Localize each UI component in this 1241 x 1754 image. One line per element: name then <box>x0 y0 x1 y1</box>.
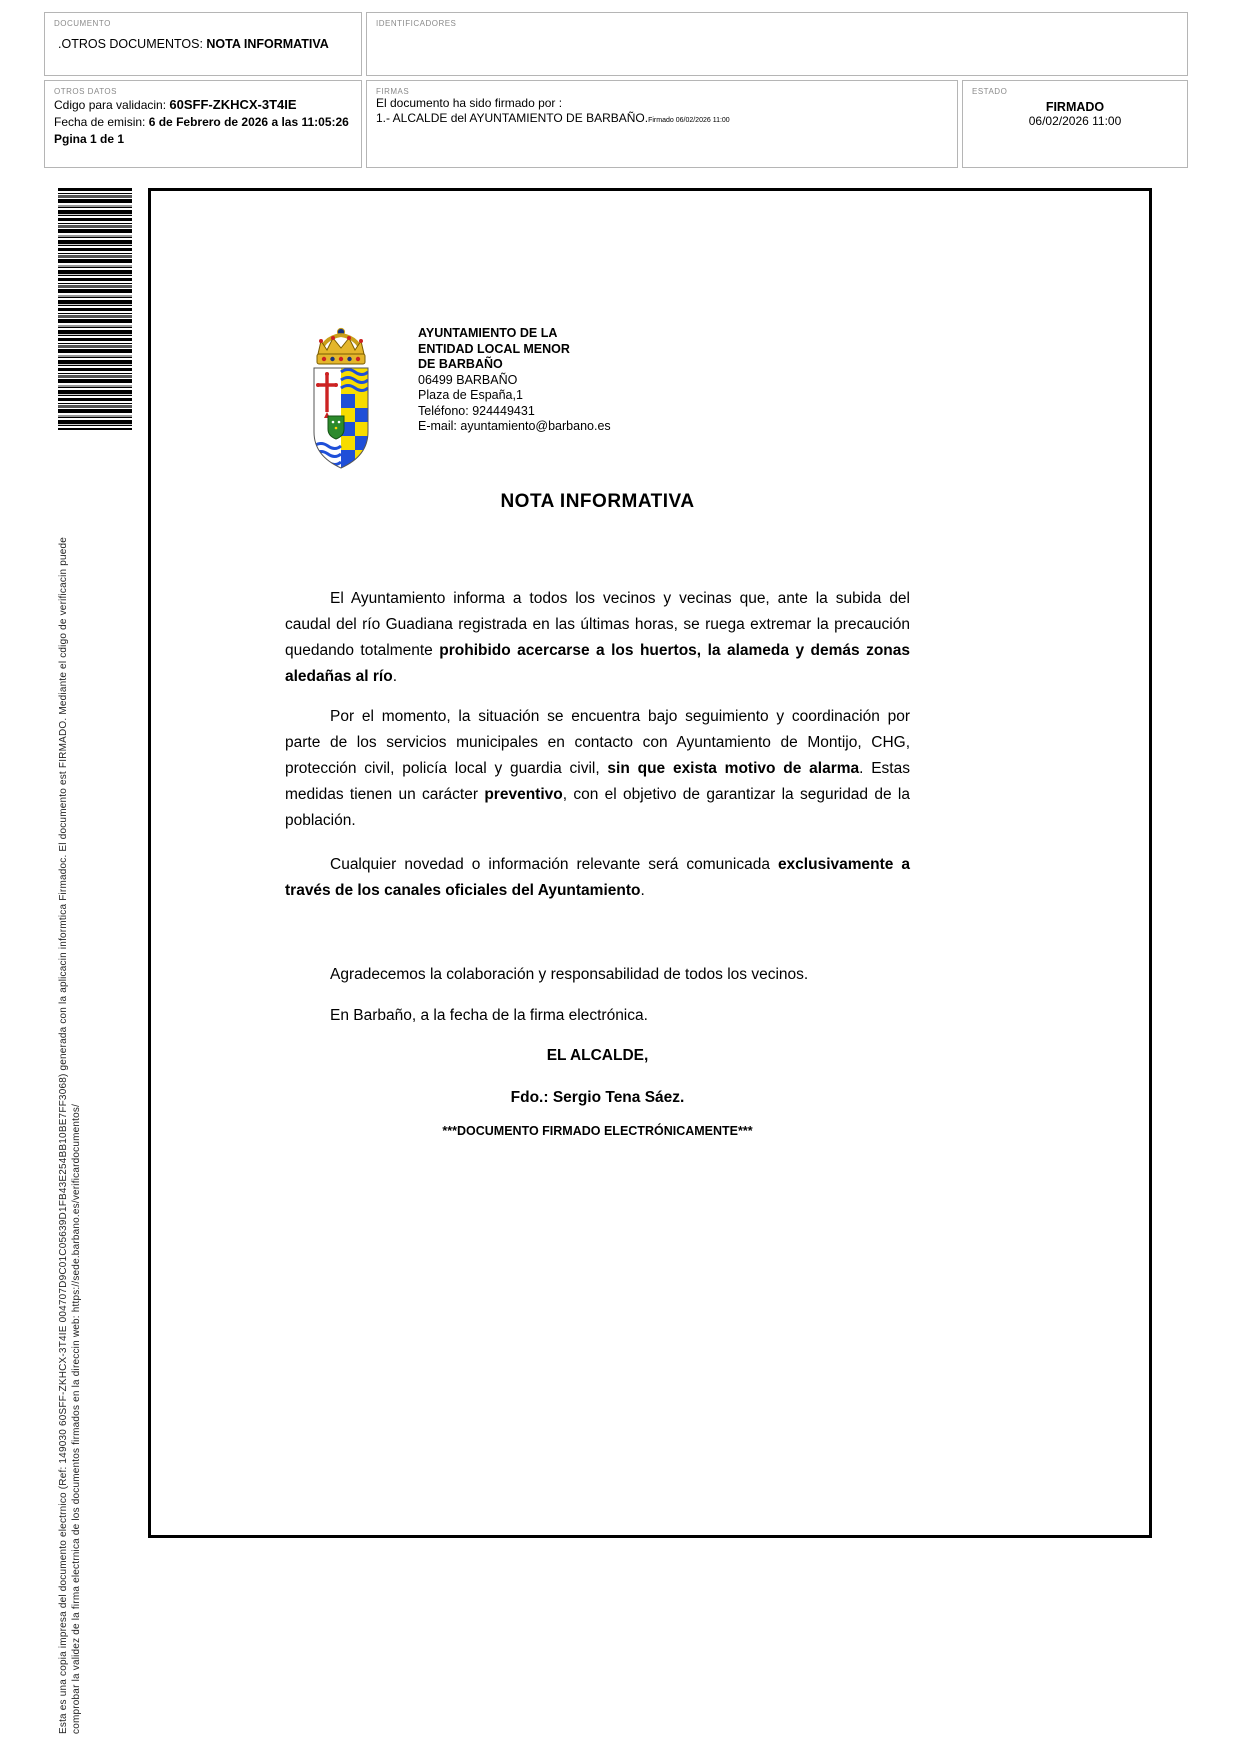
codigo-validacion-line <box>54 96 352 114</box>
paragraph-2 <box>285 704 910 834</box>
document-body <box>285 586 910 1140</box>
org-postal: 06499 BARBAÑO <box>418 372 518 387</box>
estado-status: FIRMADO <box>1045 100 1105 114</box>
estado-datetime: 06/02/2026 11:00 <box>1028 114 1122 128</box>
otros-datos-cell <box>44 80 362 168</box>
margin-verification-line1: Esta es una copia impresa del documento electrnico (Ref: 149030 60SFF-ZKHCX-3T4IE 004707D9C01C05639D1FB43E254BB10BE7FF3068) generada con la aplicacin informtica Firmadoc. El documento est FIRMADO. Mediante el cdigo de verificacin puede <box>58 536 69 1734</box>
documento-value-title: NOTA INFORMATIVA <box>206 37 329 51</box>
firmas-line2 <box>376 111 948 128</box>
fecha-emision-line <box>54 114 352 131</box>
fecha-label: Fecha de emisin: <box>54 115 149 129</box>
codigo-value: 60SFF-ZKHCX-3T4IE <box>169 97 297 112</box>
paragraph-3 <box>285 852 910 904</box>
paragraph-2-bold1: sin que exista motivo de alarma <box>607 760 860 777</box>
paragraph-1-end: . <box>392 668 398 685</box>
place-date-line: En Barbaño, a la fecha de la firma electrónica. <box>330 1007 648 1024</box>
fecha-value: 6 de Febrero de 2026 a las 11:05:26 <box>148 115 349 129</box>
pagina-value: Pgina 1 de 1 <box>54 132 125 146</box>
firmas-signed-timestamp: Firmado 06/02/2026 11:00 <box>648 117 730 124</box>
firmas-signer: 1.- ALCALDE del AYUNTAMIENTO DE BARBAÑO. <box>376 111 649 125</box>
otros-datos-label: OTROS DATOS <box>54 87 117 96</box>
firmas-line1: El documento ha sido firmado por : <box>376 96 563 110</box>
org-name-line2: ENTIDAD LOCAL MENOR <box>418 341 570 356</box>
paragraph-2-end: , con el objetivo de garantizar la seguridad de la población. <box>285 786 910 829</box>
margin-verification-text <box>57 537 83 1734</box>
identificadores-label: IDENTIFICADORES <box>376 19 457 28</box>
paragraph-2-bold2: preventivo <box>484 786 563 803</box>
org-name-line3: DE BARBAÑO <box>418 357 503 371</box>
org-name-line1: AYUNTAMIENTO DE LA <box>418 326 558 340</box>
paragraph-3-end: . <box>640 882 645 899</box>
org-email: E-mail: ayuntamiento@barbano.es <box>418 419 611 433</box>
paragraph-3-text: Cualquier novedad o información relevante será comunicada <box>330 856 778 873</box>
documento-value <box>54 37 352 51</box>
documento-value-prefix: .OTROS DOCUMENTOS: <box>58 37 207 51</box>
letterhead <box>306 324 611 470</box>
signer-title: EL ALCALDE, <box>546 1047 649 1064</box>
thanks-line: Agradecemos la colaboración y responsabilidad de todos los vecinos. <box>330 966 809 983</box>
firmas-label: FIRMAS <box>376 87 410 96</box>
codigo-label: Cdigo para validacin: <box>54 98 170 112</box>
paragraph-1-text: El Ayuntamiento informa a todos los vecinos y vecinas que, ante la subida del caudal del río Guadiana registrada en las últimas horas, se ruega extremar la precaución quedando totalmente <box>285 590 910 659</box>
header-row-2 <box>44 80 1188 168</box>
paragraph-2-text: Por el momento, la situación se encuentra bajo seguimiento y coordinación por parte de los servicios municipales en contacto con Ayuntamiento de Montijo, CHG, protección civil, policía local y guardia civil, <box>285 708 910 777</box>
pagina-line <box>54 131 352 148</box>
barcode <box>58 188 132 430</box>
document-page-frame <box>148 188 1152 1538</box>
estado-cell <box>962 80 1188 168</box>
signer-name: Fdo.: Sergio Tena Sáez. <box>510 1089 685 1106</box>
header-row-1 <box>44 12 1188 76</box>
firmas-cell <box>366 80 958 168</box>
paragraph-1 <box>285 586 910 690</box>
estado-label: ESTADO <box>972 87 1008 96</box>
org-street-address: Plaza de España,1 <box>418 388 523 402</box>
documento-cell <box>44 12 362 76</box>
margin-verification-line2: comprobar la validez de la firma electrnica de los documentos firmados en la direccin web: https://sede.barbano.es/verificardocumentos/ <box>71 1103 82 1734</box>
org-address-block <box>418 324 611 470</box>
paragraph-2-text2: . Estas medidas tienen un carácter <box>285 760 910 803</box>
org-phone: Teléfono: 924449431 <box>418 403 535 418</box>
documento-label: DOCUMENTO <box>54 19 111 28</box>
validation-header <box>44 12 1188 172</box>
identificadores-cell <box>366 12 1188 76</box>
document-title: NOTA INFORMATIVA <box>500 491 695 512</box>
coat-of-arms-logo <box>306 324 376 470</box>
paragraph-1-bold: prohibido acercarse a los huertos, la alameda y demás zonas aledañas al río <box>285 642 911 685</box>
electronic-signature-stamp: ***DOCUMENTO FIRMADO ELECTRÓNICAMENTE*** <box>442 1124 753 1138</box>
paragraph-3-bold: exclusivamente a través de los canales oficiales del Ayuntamiento <box>285 856 910 899</box>
